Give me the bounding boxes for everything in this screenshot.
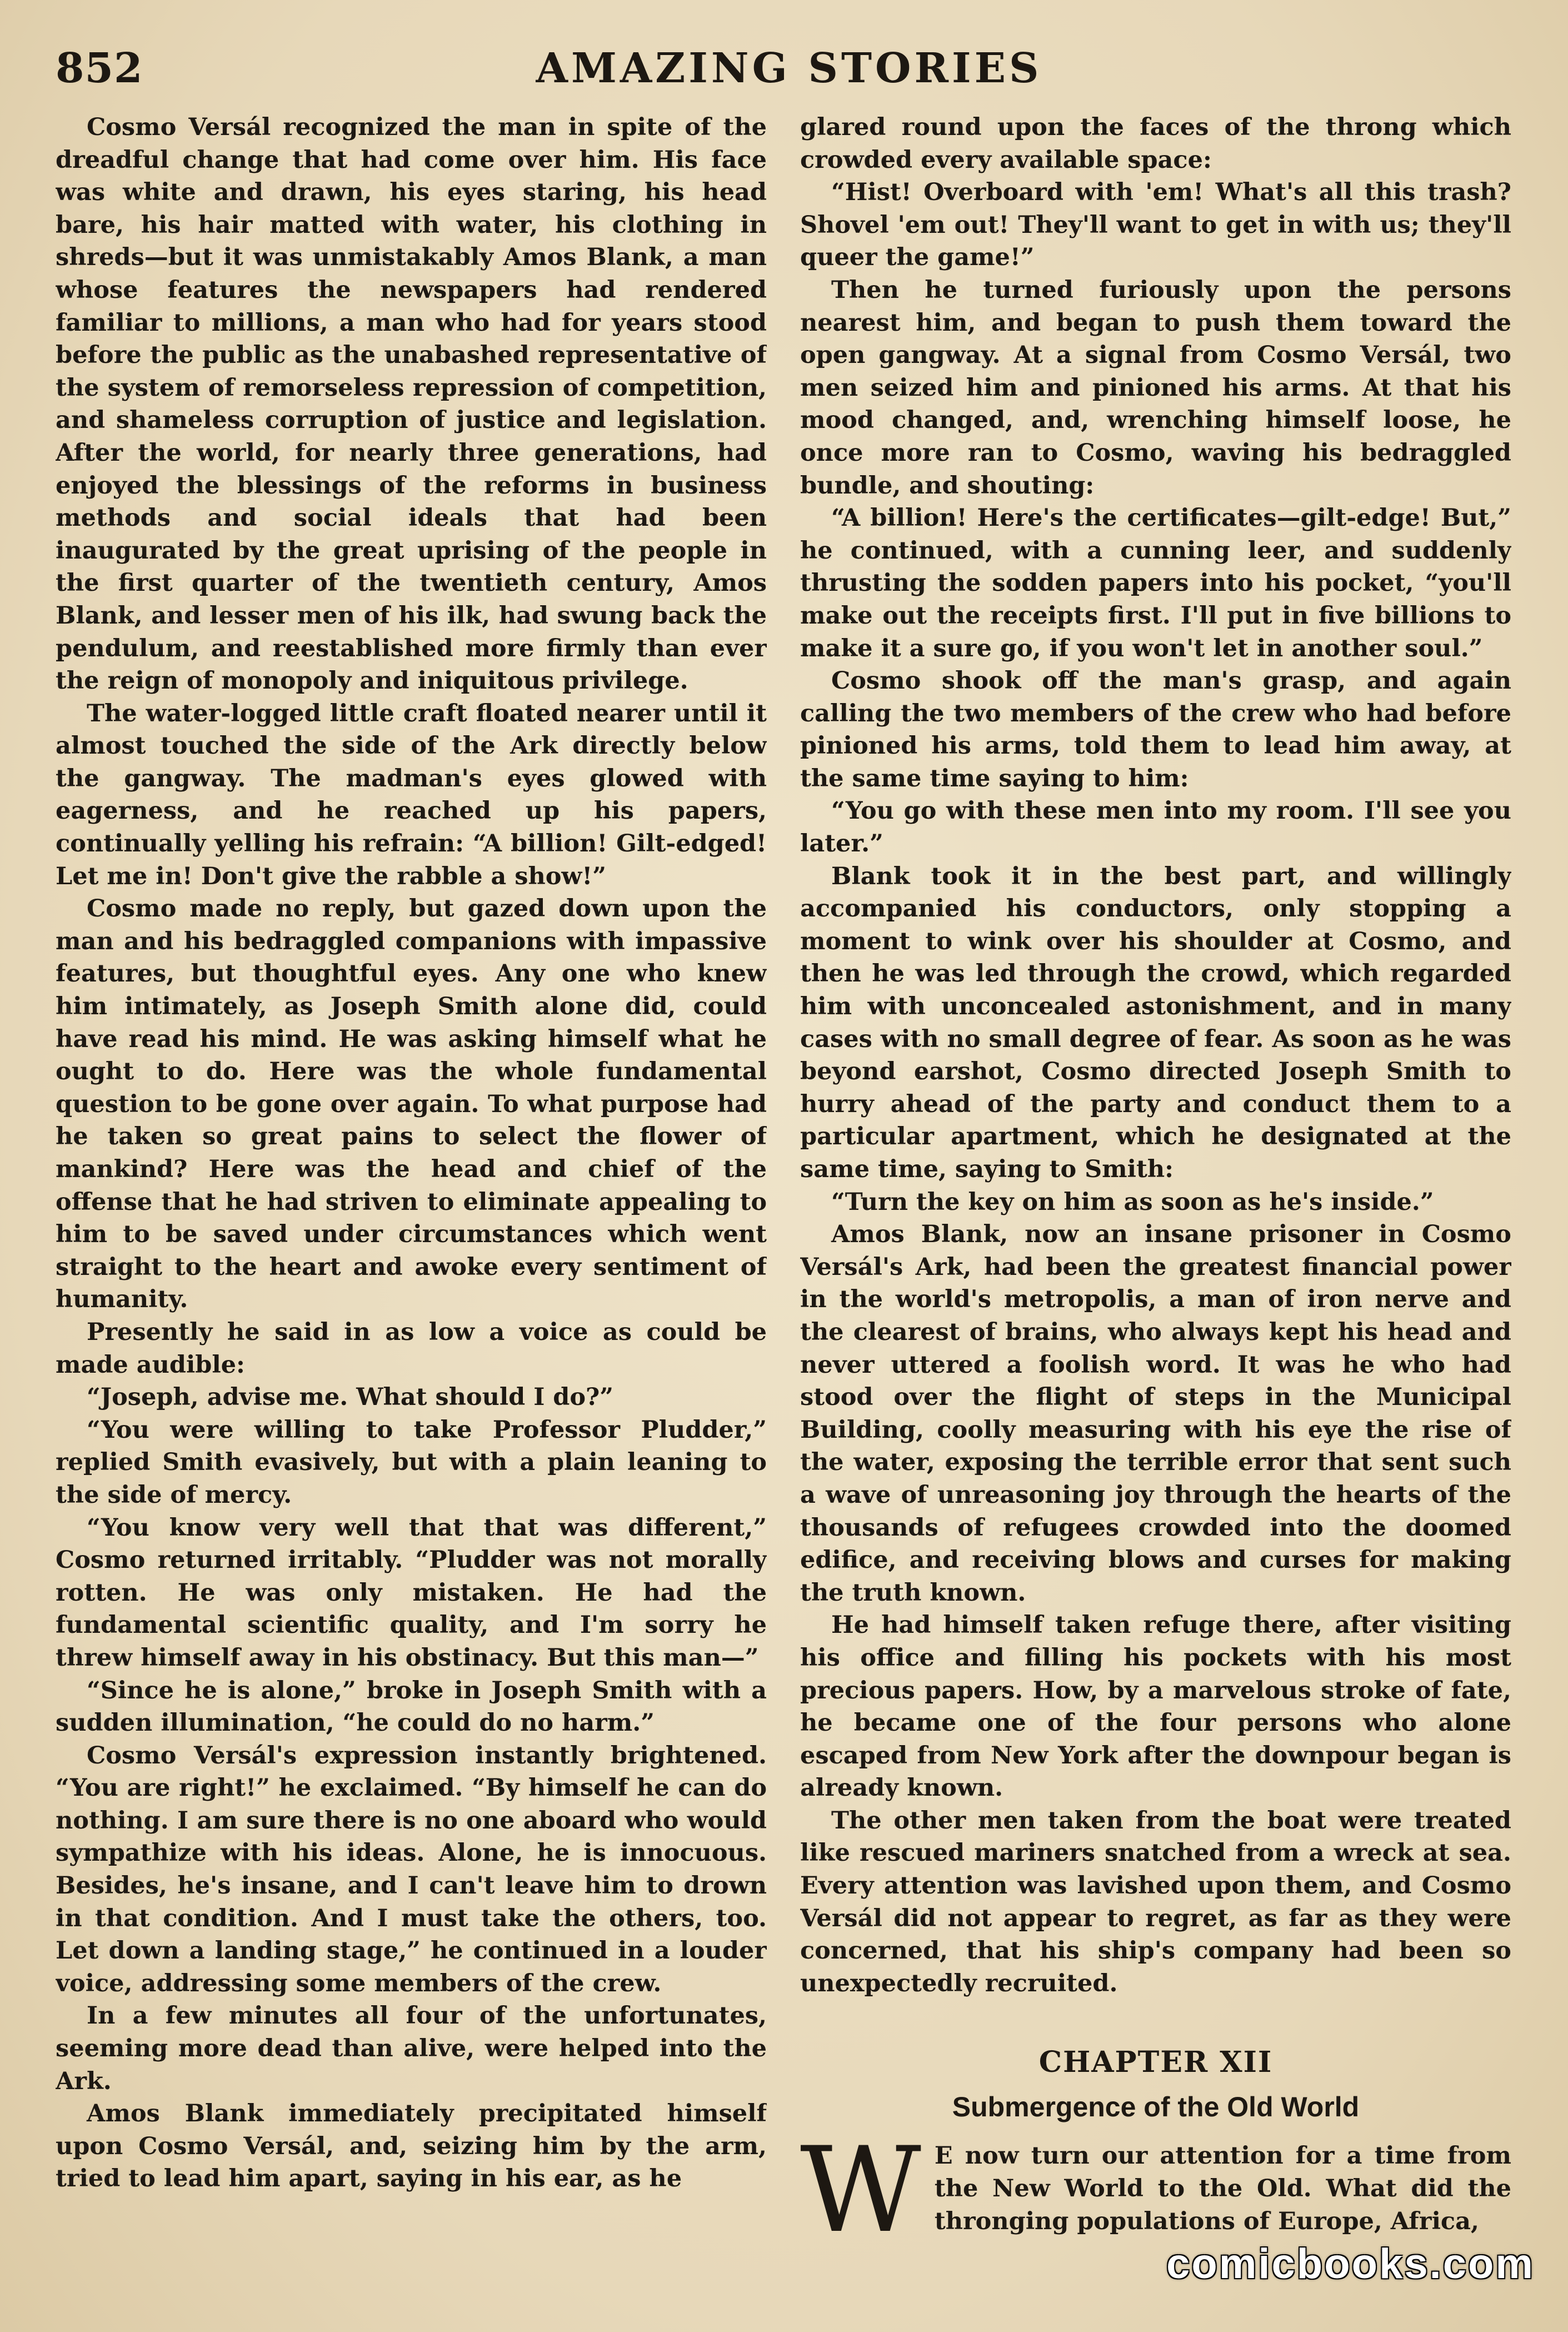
paragraph: Presently he said in as low a voice as could be made audible: <box>56 1318 767 1379</box>
paragraph: Then he turned furiously upon the persons nearest him, and began to push them toward the open gangway. At a signal from Cosmo Versál, two men seized him and pinioned his arms. At that his mood changed, and, wrenching himself loose, he once more ran to Cosmo, waving his bedraggled bundle, and shouting: <box>800 276 1511 500</box>
paragraph: Cosmo Versál recognized the man in spite of the dreadful change that had come over him. His face was white and drawn, his eyes staring, his head bare, his hair matted with water, his clothing in shreds—but it was unmistakably Amos Blank, a man whose features the newspapers had rendered familiar to millions, a man who had for years stood before the public as the unabashed representative of the system of remorseless repression of competition, and shameless corruption of justice and legislation. After the world, for nearly three generations, had enjoyed the blessings of the reforms in business methods and social ideals that had been inaugurated by the great uprising of the people in the first quarter of the twentieth century, Amos Blank, and lesser men of his ilk, had swung back the pendulum, and reestablished more firmly than ever the reign of monopoly and iniquitous privilege. <box>56 113 767 695</box>
left-column <box>56 111 767 2279</box>
chapter-opening-paragraph <box>800 2121 1511 2259</box>
paragraph: Amos Blank, now an insane prisoner in Cosmo Versál's Ark, had been the greatest financial power in the world's metropolis, a man of iron nerve and the clearest of brains, who always kept his head and never uttered a foolish word. It was he who had stood over the flight of steps in the Municipal Building, coolly measuring with his eye the rise of the water, exposing the terrible error that sent such a wave of unreasoning joy through the hearts of the thousands of refugees crowded into the doomed edifice, and receiving blows and curses for making the truth known. <box>800 1220 1511 1607</box>
paragraph: The other men taken from the boat were treated like rescued mariners snatched from a wreck at sea. Every attention was lavished upon them, and Cosmo Versál did not appear to regret, as far as they were concerned, that his ship's company had been so unexpectedly recruited. <box>800 1806 1511 1997</box>
paragraph: The water-logged little craft floated nearer until it almost touched the side of the Ark directly below the gangway. The madman's eyes glowed with eagerness, and he reached up his papers, continually yelling his refrain: “A billion! Gilt-edged! Let me in! Don't give the rabble a show!” <box>56 699 767 890</box>
paragraph: Amos Blank immediately precipitated himself upon Cosmo Versál, and, seizing him by the arm, tried to lead him apart, saying in his ear, as he <box>56 2100 767 2193</box>
page-number: 852 <box>56 44 143 92</box>
paragraph: “You go with these men into my room. I'll see you later.” <box>800 797 1511 858</box>
chapter-title: CHAPTER XII <box>1038 2045 1273 2080</box>
paragraph: In a few minutes all four of the unfortunates, seeming more dead than alive, were helped into the Ark. <box>56 2002 767 2095</box>
paragraph: “Since he is alone,” broke in Joseph Smith with a sudden illumination, “he could do no harm.” <box>56 1676 767 1737</box>
paragraph: Blank took it in the best part, and willingly accompanied his conductors, only stopping a moment to wink over his shoulder at Cosmo, and then he was led through the crowd, which regarded him with unconcealed astonishment, and in many cases with no small degree of fear. As soon as he was beyond earshot, Cosmo directed Joseph Smith to hurry ahead of the party and conduct them to a particular apartment, which he designated at the same time, saying to Smith: <box>800 862 1511 1183</box>
running-title: AMAZING STORIES <box>536 44 1042 92</box>
paragraph: “Hist! Overboard with 'em! What's all this trash? Shovel 'em out! They'll want to get in with us; they'll queer the game!” <box>800 178 1511 272</box>
paragraph: Cosmo Versál's expression instantly brightened. “You are right!” he exclaimed. “By himself he can do nothing. I am sure there is no one aboard who would sympathize with his ideas. Alone, he is innocuous. Besides, he's insane, and I can't leave him to drown in that condition. And I must take the others, too. Let down a landing stage,” he continued in a louder voice, addressing some members of the crew. <box>56 1741 767 1997</box>
paragraph: “Turn the key on him as soon as he's inside.” <box>831 1188 1434 1216</box>
paragraph: “You were willing to take Professor Pludder,” replied Smith evasively, but with a plain leaning to the side of mercy. <box>56 1416 767 1509</box>
paragraph: “A billion! Here's the certificates—gilt-edge! But,” he continued, with a cunning leer, and suddenly thrusting the sodden papers into his pocket, “you'll make out the receipts first. I'll put in five billions to make it a sure go, if you won't let in another soul.” <box>800 504 1511 662</box>
paragraph: “You know very well that that was different,” Cosmo returned irritably. “Pludder was not morally rotten. He was only mistaken. He had the fundamental scientific quality, and I'm sorry he threw himself away in his obstinacy. But this man—” <box>56 1513 767 1672</box>
chapter-opening-text: E now turn our attention for a time from the New World to the Old. What did the thronging populations of Europe, Africa, <box>934 2142 1511 2235</box>
paragraph: “Joseph, advise me. What should I do?” <box>87 1383 613 1412</box>
paragraph-continued: glared round upon the faces of the throng which crowded every available space: <box>800 113 1511 174</box>
paragraph: Cosmo shook off the man's grasp, and again calling the two members of the crew who had before pinioned his arms, told them to lead him away, at the same time saying to him: <box>800 667 1511 793</box>
drop-cap: W <box>800 2121 921 2259</box>
paragraph: Cosmo made no reply, but gazed down upon the man and his bedraggled companions with impassive features, but thoughtful eyes. Any one who knew him intimately, as Joseph Smith alone did, could have read his mind. He was asking himself what he ought to do. Here was the whole fundamental question to be gone over again. To what purpose had he taken so great pains to select the flower of mankind? Here was the head and chief of the offense that he had striven to eliminate appealing to him to be saved under circumstances which went straight to the heart and awoke every sentiment of humanity. <box>56 895 767 1314</box>
right-column <box>800 111 1511 2279</box>
paragraph: He had himself taken refuge there, after visiting his office and filling his pockets with his most precious papers. How, by a marvelous stroke of fate, he became one of the four persons who alone escaped from New York after the downpour began is already known. <box>800 1611 1511 1802</box>
page-header <box>56 39 1522 111</box>
chapter-subtitle: Submergence of the Old World <box>952 2091 1360 2123</box>
watermark: comicbooks.com <box>1166 2240 1535 2288</box>
